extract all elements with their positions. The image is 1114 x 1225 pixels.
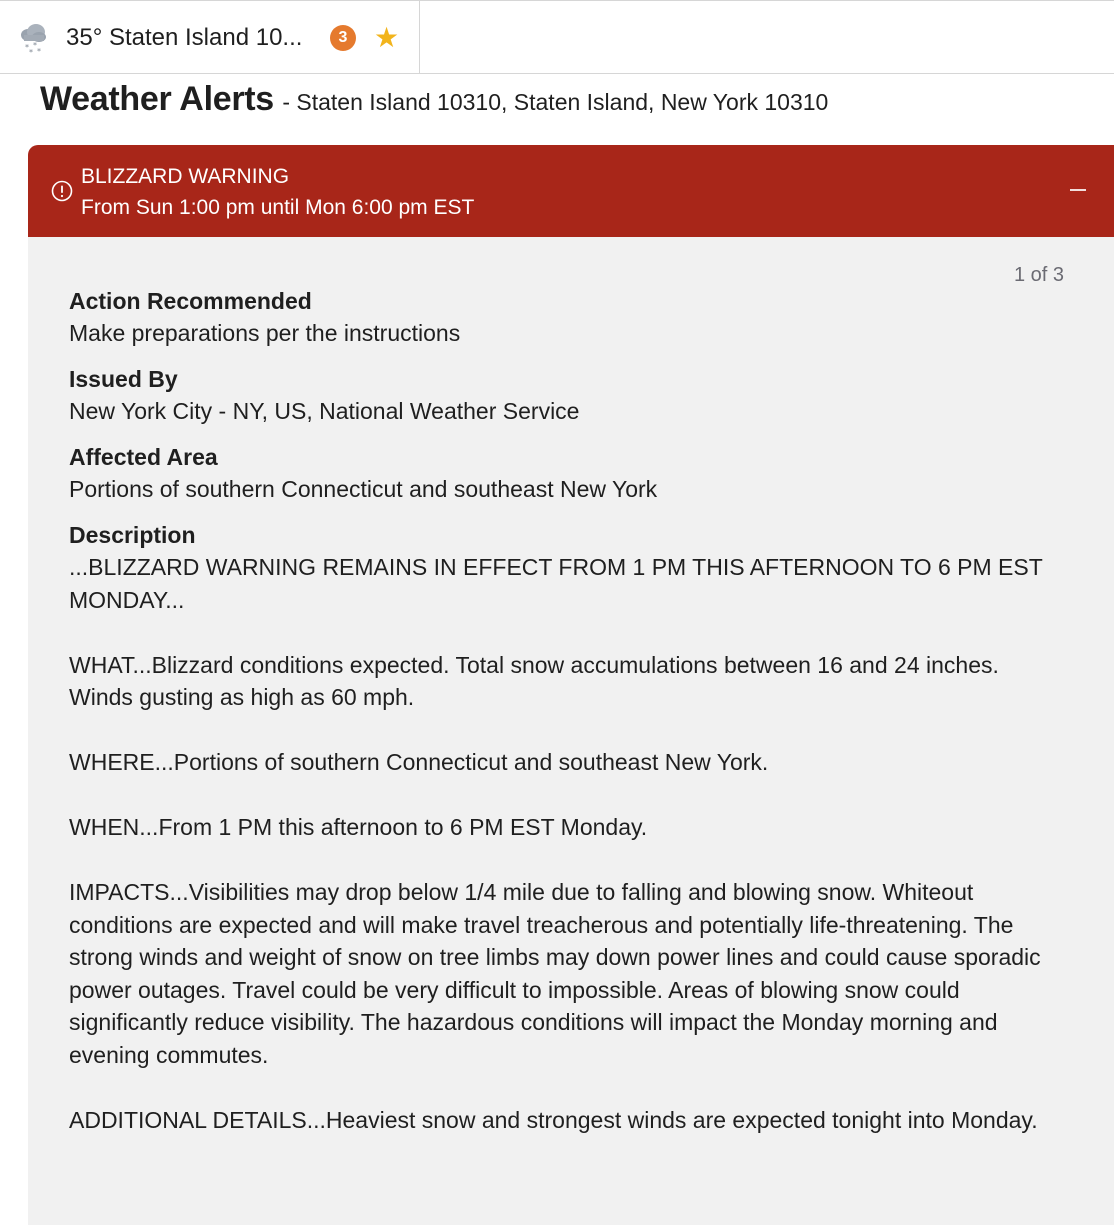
- field-description: [69, 519, 1069, 1136]
- alert-count-badge: 3: [330, 25, 356, 51]
- field-label: Issued By: [69, 366, 178, 392]
- svg-text:*: *: [25, 43, 29, 52]
- field-issued-by: [69, 363, 1069, 427]
- alert-time-range: From Sun 1:00 pm until Mon 6:00 pm EST: [81, 196, 475, 219]
- description-paragraph: WHEN...From 1 PM this afternoon to 6 PM EST Monday.: [69, 814, 648, 840]
- snow-cloud-icon: [18, 21, 48, 57]
- field-label: Affected Area: [69, 444, 218, 470]
- collapse-icon[interactable]: [1070, 189, 1086, 191]
- tab-title: 35° Staten Island 10...: [66, 24, 303, 51]
- alert-circle-icon: [51, 180, 73, 202]
- star-icon[interactable]: ★: [374, 22, 400, 53]
- svg-text:*: *: [29, 48, 33, 57]
- alert-type: BLIZZARD WARNING: [81, 165, 290, 188]
- field-value: Make preparations per the instructions: [69, 320, 461, 346]
- svg-text:*: *: [33, 41, 37, 50]
- field-value: Portions of southern Connecticut and southeast New York: [69, 476, 658, 502]
- field-value: New York City - NY, US, National Weather Service: [69, 398, 580, 424]
- description-paragraph: ADDITIONAL DETAILS...Heaviest snow and strongest winds are expected tonight into Monday.: [69, 1106, 1038, 1133]
- description-paragraph: IMPACTS...Visibilities may drop below 1/4 mile due to falling and blowing snow. Whiteout conditions are expected and will make travel treacherous and potentially life-threatening. The strong winds and weight of snow on tree limbs may down power lines and could cause sporadic power outages. Travel could be very difficult to impossible. Areas of blowing snow could significantly reduce visibility. The hazardous conditions will impact the Monday morning and evening commutes.: [69, 879, 1041, 1068]
- description-paragraph: ...BLIZZARD WARNING REMAINS IN EFFECT FROM 1 PM THIS AFTERNOON TO 6 PM EST MONDAY...: [69, 554, 1043, 613]
- alert-counter: 1 of 3: [1014, 264, 1065, 286]
- alert-card: [28, 145, 1114, 1225]
- svg-text:*: *: [37, 47, 41, 56]
- field-action-recommended: [69, 285, 1069, 349]
- page-title: Weather Alerts: [40, 80, 274, 118]
- field-label: Action Recommended: [69, 288, 312, 314]
- description-paragraph: WHAT...Blizzard conditions expected. Total snow accumulations between 16 and 24 inches. Winds gusting as high as 60 mph.: [69, 651, 999, 710]
- browser-tab[interactable]: [0, 1, 420, 73]
- alert-header[interactable]: [28, 145, 1114, 237]
- field-affected-area: [69, 441, 1069, 505]
- page-location: - Staten Island 10310, Staten Island, New York 10310: [282, 89, 829, 115]
- alert-body: [69, 285, 1069, 1169]
- field-label: Description: [69, 522, 196, 548]
- page-heading: [40, 80, 828, 119]
- description-paragraph: WHERE...Portions of southern Connecticut and southeast New York.: [69, 749, 769, 775]
- tab-bar: [0, 0, 1114, 74]
